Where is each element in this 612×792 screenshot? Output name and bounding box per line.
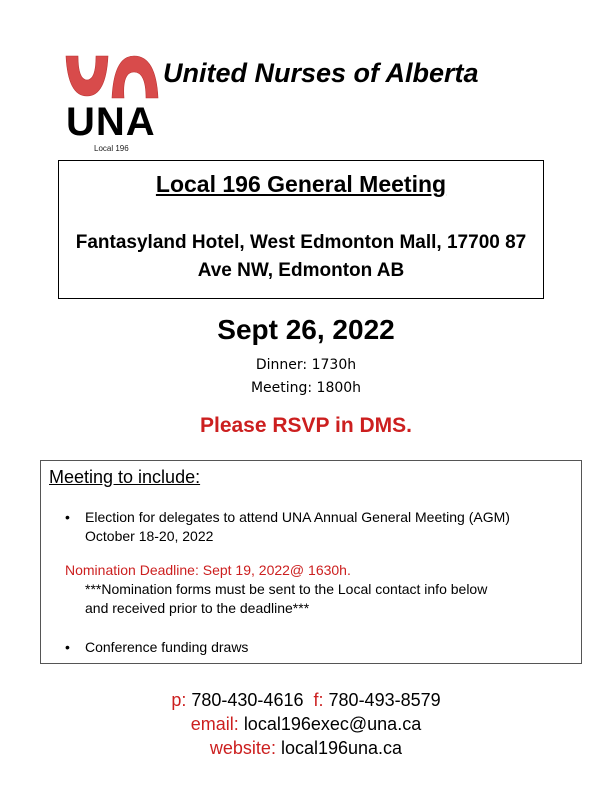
dinner-time: Dinner: 1730h <box>255 357 357 373</box>
agenda-item-text: Conference funding draws <box>85 639 249 655</box>
meeting-title-box <box>58 160 544 299</box>
agenda-heading: Meeting to include: <box>49 467 201 487</box>
una-logo-arches-icon <box>64 52 164 102</box>
fax-label: f: <box>313 690 324 710</box>
bullet-icon: • <box>65 639 70 655</box>
nomination-deadline: Nomination Deadline: Sept 19, 2022@ 1630h. <box>65 562 351 578</box>
fax-number: 780-493-8579 <box>328 690 441 710</box>
contact-phone-fax <box>0 690 612 711</box>
email-label: email: <box>190 714 239 734</box>
meeting-time: Meeting: 1800h <box>250 380 362 396</box>
meeting-date: Sept 26, 2022 <box>217 314 395 345</box>
website-link[interactable]: local196una.ca <box>280 738 403 758</box>
agenda-item-line: Election for delegates to attend UNA Annual General Meeting (AGM) <box>85 509 510 525</box>
nomination-note-line: and received prior to the deadline*** <box>85 600 310 616</box>
website-label: website: <box>209 738 276 758</box>
una-logo <box>64 52 164 156</box>
organization-name: United Nurses of Alberta <box>163 58 479 88</box>
agenda-item-line: October 18-20, 2022 <box>85 528 214 544</box>
nomination-note-line: ***Nomination forms must be sent to the Local contact info below <box>85 581 488 597</box>
contact-website <box>0 738 612 759</box>
phone-label: p: <box>171 690 187 710</box>
agenda-box <box>40 460 582 664</box>
email-address[interactable]: local196exec@una.ca <box>243 714 422 734</box>
logo-wordmark: UNA <box>66 100 156 144</box>
contact-email <box>0 714 612 735</box>
agenda-item-text <box>85 508 510 546</box>
meeting-times <box>0 354 612 400</box>
logo-local-label: Local 196 <box>94 144 129 153</box>
meeting-venue: Fantasyland Hotel, West Edmonton Mall, 17700 87 Ave NW, Edmonton AB <box>75 231 527 281</box>
meeting-title: Local 196 General Meeting <box>155 171 447 197</box>
phone-number: 780-430-4616 <box>191 690 304 710</box>
bullet-icon: • <box>65 509 70 525</box>
nomination-note <box>85 580 487 618</box>
rsvp-notice: Please RSVP in DMS. <box>199 414 413 437</box>
